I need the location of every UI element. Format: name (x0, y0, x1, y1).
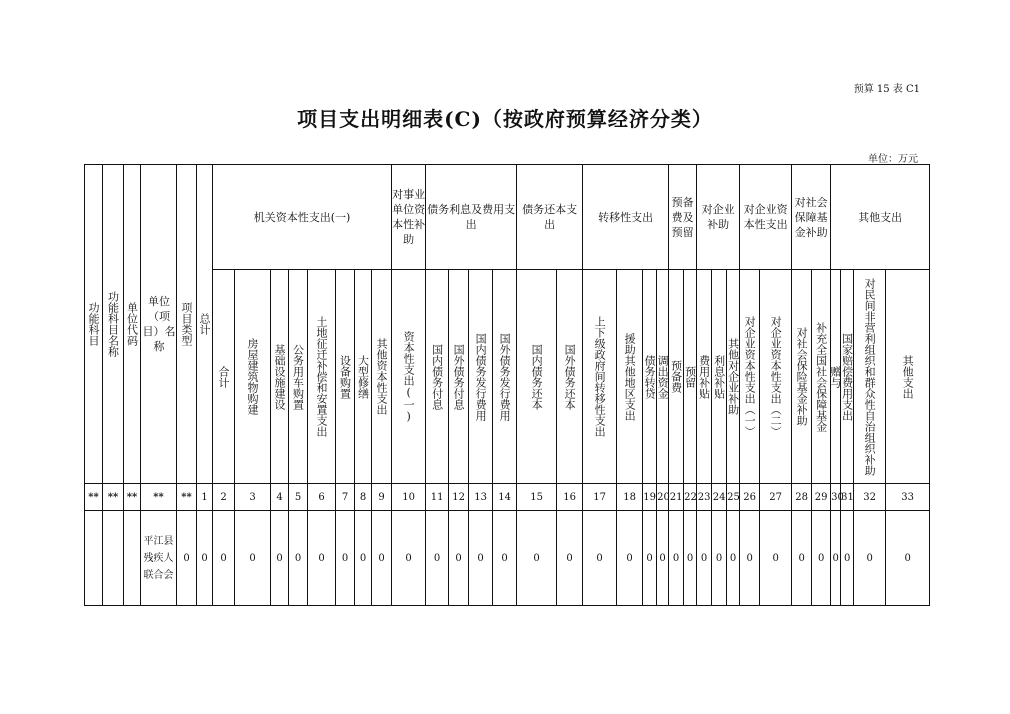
subheader-c28: 对社会保险基金补助 (792, 270, 812, 484)
value-cell: 0 (449, 511, 469, 606)
subheader-c3: 房屋建筑物购建 (235, 270, 271, 484)
code-cell: 20 (657, 484, 669, 511)
value-cell: 0 (289, 511, 308, 606)
value-cell: 0 (517, 511, 557, 606)
code-cell: 16 (557, 484, 583, 511)
value-cell: 0 (583, 511, 617, 606)
code-cell: 7 (336, 484, 355, 511)
value-cell: 0 (355, 511, 372, 606)
code-cell: 17 (583, 484, 617, 511)
data-func-subject-name (103, 511, 124, 606)
group-public-institution-capital: 对事业单位资本性补助 (392, 165, 426, 270)
code-cell: 33 (886, 484, 930, 511)
value-cell: 0 (392, 511, 426, 606)
code-cell: 8 (355, 484, 372, 511)
value-cell: 0 (792, 511, 812, 606)
group-enterprise-capital: 对企业资本性支出 (740, 165, 792, 270)
code-cell: 4 (271, 484, 289, 511)
code-cell: 1 (197, 484, 213, 511)
value-cell: 0 (493, 511, 517, 606)
code-cell: 22 (684, 484, 697, 511)
value-cell: 0 (712, 511, 727, 606)
group-social-security: 对社会保障基金补助 (792, 165, 831, 270)
subheader-c9: 其他资本性支出 (372, 270, 392, 484)
subheader-c30: 赠与 (831, 270, 841, 484)
subheader-c10: 资本性支出(一) (392, 270, 426, 484)
value-cell: 0 (643, 511, 657, 606)
subheader-c32: 对民间非营利组织和群众性自治组织补助 (854, 270, 886, 484)
value-cell: 0 (235, 511, 271, 606)
code-cell: 12 (449, 484, 469, 511)
budget-table (84, 164, 930, 606)
code-cell: 27 (760, 484, 792, 511)
subheader-c31: 国家赔偿费用支出 (841, 270, 854, 484)
subheader-c26: 对企业资本性支出（一） (740, 270, 760, 484)
subheader-c4: 基础设施建设 (271, 270, 289, 484)
data-unit-code (124, 511, 141, 606)
subheader-c22: 预留 (684, 270, 697, 484)
subheader-c18: 援助其他地区支出 (617, 270, 643, 484)
code-cell: 5 (289, 484, 308, 511)
subheader-c17: 上下级政府间转移性支出 (583, 270, 617, 484)
code-cell: 32 (854, 484, 886, 511)
subheader-c6: 土地征迁补偿和安置支出 (308, 270, 336, 484)
subheader-c23: 费用补贴 (697, 270, 712, 484)
header-func-subject-name: 功能科目名称 (103, 165, 124, 484)
header-func-subject: 功能科目 (85, 165, 103, 484)
page-title: 项目支出明细表(C)（按政府预算经济分类） (297, 107, 713, 131)
subheader-c11: 国内债务付息 (426, 270, 449, 484)
subheader-c8: 大型修缮 (355, 270, 372, 484)
code-cell: ** (177, 484, 197, 511)
value-cell: 0 (886, 511, 930, 606)
form-number: 预算 15 表 C1 (853, 84, 920, 95)
subheader-c29: 补充全国社会保障基金 (812, 270, 831, 484)
group-transfer: 转移性支出 (583, 165, 669, 270)
code-cell: 15 (517, 484, 557, 511)
value-cell: 0 (657, 511, 669, 606)
value-cell: 0 (336, 511, 355, 606)
value-cell: 0 (271, 511, 289, 606)
subheader-c13: 国内债务发行费用 (469, 270, 493, 484)
code-cell: 9 (372, 484, 392, 511)
value-cell: 0 (812, 511, 831, 606)
value-cell: 0 (213, 511, 235, 606)
value-cell: 0 (669, 511, 684, 606)
value-cell: 0 (177, 511, 197, 606)
value-cell: 0 (469, 511, 493, 606)
code-cell: 18 (617, 484, 643, 511)
code-cell: 11 (426, 484, 449, 511)
header-unit-code: 单位代码 (124, 165, 141, 484)
value-cell: 0 (854, 511, 886, 606)
code-cell: 14 (493, 484, 517, 511)
subheader-c15: 国内债务还本 (517, 270, 557, 484)
group-debt-interest: 债务利息及费用支出 (426, 165, 517, 270)
value-cell: 0 (426, 511, 449, 606)
value-cell: 0 (740, 511, 760, 606)
subheader-c12: 国外债务付息 (449, 270, 469, 484)
subheader-c25: 其他对企业补助 (727, 270, 740, 484)
subheader-c2: 合计 (213, 270, 235, 484)
unit-label: 单位：万元 (868, 154, 918, 165)
code-cell: ** (124, 484, 141, 511)
group-capital-1: 机关资本性支出(一) (213, 165, 392, 270)
table-row (85, 511, 930, 606)
code-cell: ** (103, 484, 124, 511)
subheader-c19: 债务转贷 (643, 270, 657, 484)
value-cell: 0 (831, 511, 841, 606)
value-cell: 0 (841, 511, 854, 606)
code-cell: ** (85, 484, 103, 511)
code-cell: ** (141, 484, 177, 511)
value-cell: 0 (760, 511, 792, 606)
code-cell: 21 (669, 484, 684, 511)
code-cell: 6 (308, 484, 336, 511)
value-cell: 0 (617, 511, 643, 606)
code-cell: 30 (831, 484, 841, 511)
code-cell: 13 (469, 484, 493, 511)
value-cell: 0 (197, 511, 213, 606)
value-cell: 0 (684, 511, 697, 606)
code-cell: 3 (235, 484, 271, 511)
subheader-c14: 国外债务发行费用 (493, 270, 517, 484)
subheader-c16: 国外债务还本 (557, 270, 583, 484)
data-unit-name: 平江县残疾人联合会 (141, 511, 177, 606)
code-cell: 2 (213, 484, 235, 511)
code-cell: 23 (697, 484, 712, 511)
code-row (85, 484, 930, 511)
code-cell: 19 (643, 484, 657, 511)
header-project-type: 项目类型 (177, 165, 197, 484)
subheader-c27: 对企业资本性支出（二） (760, 270, 792, 484)
subheader-c21: 预备费 (669, 270, 684, 484)
code-cell: 28 (792, 484, 812, 511)
value-cell: 0 (557, 511, 583, 606)
code-cell: 10 (392, 484, 426, 511)
header-unit-project-name: 单位（项目）名称 (141, 165, 177, 484)
group-other: 其他支出 (831, 165, 930, 270)
value-cell: 0 (372, 511, 392, 606)
value-cell: 0 (308, 511, 336, 606)
code-cell: 26 (740, 484, 760, 511)
subheader-c5: 公务用车购置 (289, 270, 308, 484)
group-enterprise-subsidy: 对企业补助 (697, 165, 740, 270)
value-cell: 0 (727, 511, 740, 606)
code-cell: 24 (712, 484, 727, 511)
header-total: 总计 (197, 165, 213, 484)
subheader-c33: 其他支出 (886, 270, 930, 484)
group-reserve: 预备费及预留 (669, 165, 697, 270)
value-cell: 0 (697, 511, 712, 606)
code-cell: 29 (812, 484, 831, 511)
subheader-c24: 利息补贴 (712, 270, 727, 484)
code-cell: 25 (727, 484, 740, 511)
subheader-c20: 调出资金 (657, 270, 669, 484)
subheader-c7: 设备购置 (336, 270, 355, 484)
group-debt-principal: 债务还本支出 (517, 165, 583, 270)
code-cell: 31 (841, 484, 854, 511)
data-func-subject (85, 511, 103, 606)
